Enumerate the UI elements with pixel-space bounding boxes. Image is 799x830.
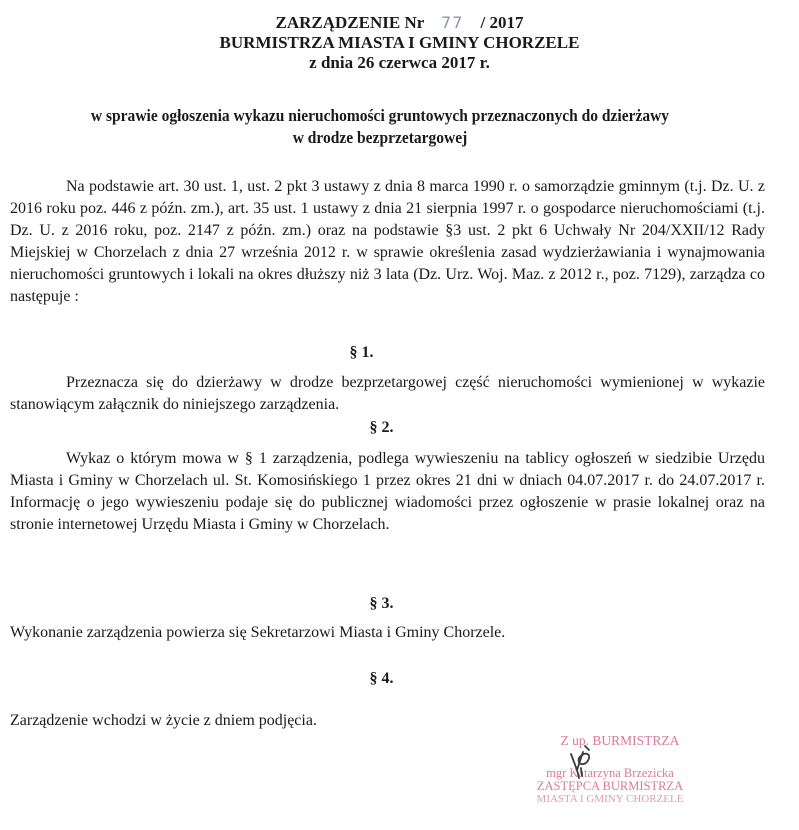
section-2-text: Wykaz o którym mowa w § 1 zarządzenia, podlega wywieszeniu na tablicy ogłoszeń w siedzibie Urzędu Miasta i Gminy w Chorzelach ul. St. Komosińskiego 1 przez okres 21 dni w dniach 04.07.2017 r. do 24.07.2017 r. Informację o jego wywieszeniu podaje się do publicznej wiadomości przez ogłoszenie w prasie lokalnej oraz na stronie internetowej Urzędu Miasta i Gminy w Chorzelach.	[10, 450, 765, 533]
document-title	[0, 13, 799, 33]
subject-line-1: w sprawie ogłoszenia wykazu nieruchomości gruntowych przeznaczonych do dzierżawy	[90, 106, 670, 125]
signature-icon	[565, 744, 595, 780]
stamp-line-3: ZASTĘPCA BURMISTRZA	[536, 779, 684, 793]
subject	[32, 105, 728, 149]
section-1-text: Przeznacza się do dzierżawy w drodze bezprzetargowej część nieruchomości wymienionej w wykazie stanowiącym załącznik do niniejszego zarządzenia.	[10, 374, 765, 413]
stamp-line-1: Z up. BURMISTRZA	[560, 733, 680, 748]
official-stamp	[495, 733, 725, 805]
title-prefix: ZARZĄDZENIE Nr	[275, 13, 424, 32]
title-suffix: / 2017	[480, 13, 524, 32]
stamp-line-2: mgr Katarzyna Brzezicka	[546, 766, 674, 780]
preamble: Na podstawie art. 30 ust. 1, ust. 2 pkt 3 ustawy z dnia 8 marca 1990 r. o samorządzie gminnym (t.j. Dz. U. z 2016 roku poz. 446 z późn. zm.), art. 35 ust. 1 ustawy z dnia 21 sierpnia 1997 r. o gospodarce nieruchomościami (t.j. Dz. U. z 2016 roku, poz. 2147 z późn. zm.) oraz na podstawie §3 ust. 2 pkt 6 Uchwały Nr 204/XXII/12 Rady Miejskiej w Chorzelach z dnia 27 września 2012 r. w sprawie określenia zasad wydzierżawiania i wynajmowania nieruchomości gruntowych i lokali na okres dłuższy niż 3 lata (Dz. Urz. Woj. Maz. z 2012 r., poz. 7129), zarządza co następuje :	[10, 178, 765, 305]
handwritten-number: 77	[441, 13, 464, 32]
section-2-heading: § 2.	[369, 419, 394, 436]
section-3-text: Wykonanie zarządzenia powierza się Sekretarzowi Miasta i Gminy Chorzele.	[10, 624, 506, 641]
document-date: z dnia 26 czerwca 2017 r.	[309, 53, 490, 72]
stamp-line-4: MIASTA I GMINY CHORZELE	[536, 793, 684, 805]
section-4-text: Zarządzenie wchodzi w życie z dniem podjęcia.	[10, 712, 317, 729]
issuing-authority: BURMISTRZA MIASTA I GMINY CHORZELE	[219, 33, 580, 52]
section-4-heading: § 4.	[369, 670, 394, 687]
section-3-heading: § 3.	[369, 595, 394, 612]
subject-line-2: w drodze bezprzetargowej	[292, 128, 468, 147]
section-1-heading: § 1.	[349, 344, 374, 361]
